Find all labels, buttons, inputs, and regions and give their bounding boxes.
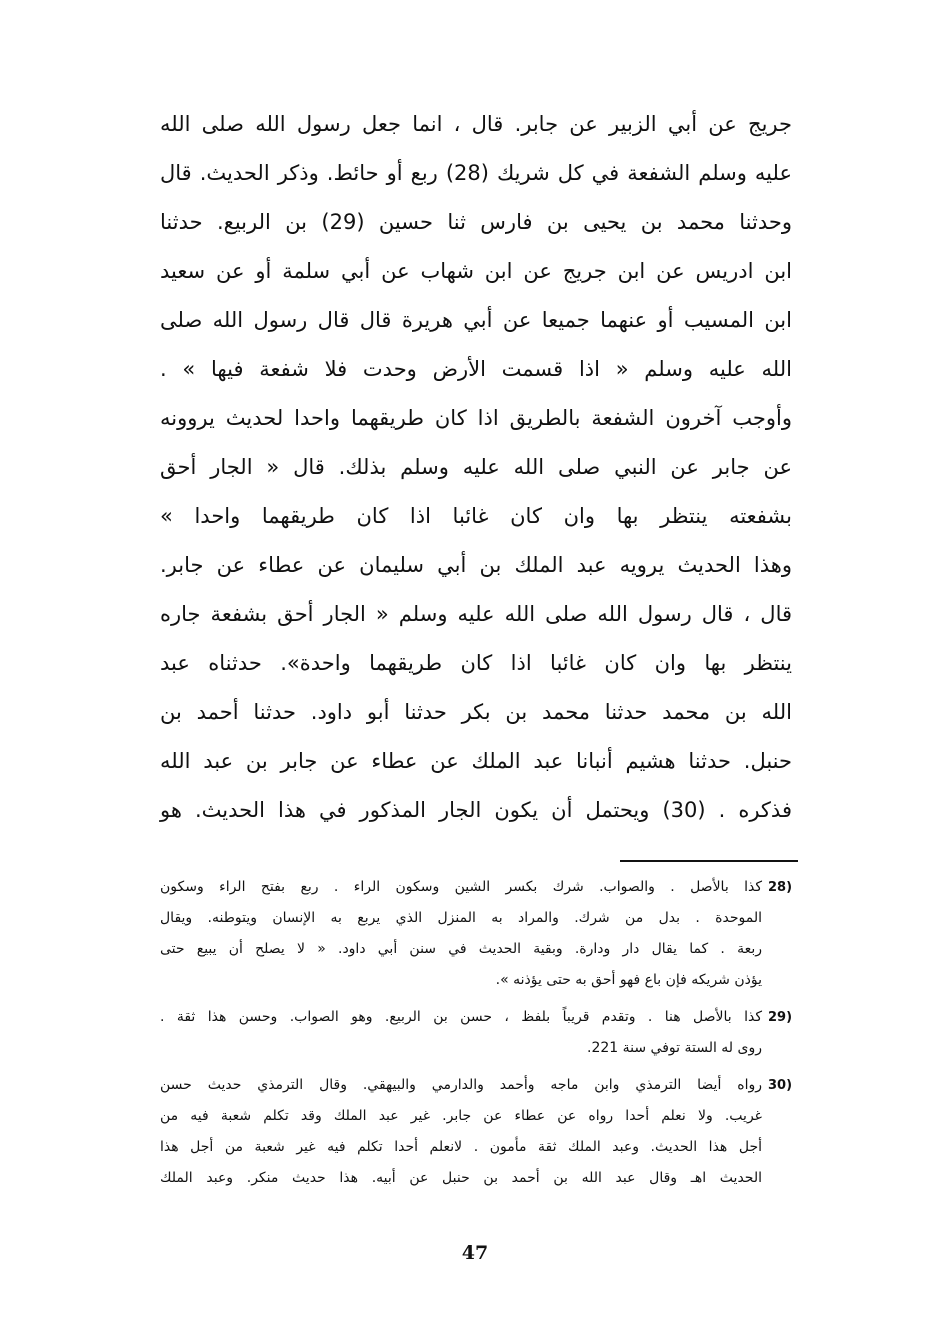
- text-line: حنبل. حدثنا هشيم أنبانا عبد الملك عن عطاء عن جابر بن عبد الله: [160, 749, 792, 773]
- page-number: 47: [461, 1242, 489, 1264]
- footnotes-block: [160, 872, 800, 1200]
- text-line: ابن ادريس عن ابن جريج عن ابن شهاب عن أبي سلمة أو عن سعيد: [160, 259, 792, 283]
- text-line: الله بن محمد حدثنا محمد بن بكر حدثنا أبو داود. حدثنا أحمد بن: [160, 700, 792, 724]
- footnote-line: غريب. ولا نعلم أحدا رواه عن عطاء عن جابر. غير عبد الملك وقد تكلم شعبة فيه من: [160, 1108, 762, 1124]
- footnote-line: كذا بالأصل . والصواب. شرك بكسر الشين وسكون الراء . ربع بفتح الراء وسكون: [160, 879, 762, 895]
- footnote-28: [160, 872, 800, 996]
- footnote-29: [160, 1002, 800, 1064]
- footnote-line: الحديث اهـ وقال عبد الله بن أحمد بن حنبل عن أبيه. هذا حديث منكر. وعبد الملك: [160, 1170, 762, 1186]
- footnote-number: 30): [768, 1078, 793, 1093]
- footnote-number: 29): [768, 1010, 793, 1025]
- footnote-line: الموحدة . بدل من شرك. والمراد به المنزل الذي يربع به الإنسان ويتوطنه. ويقال: [160, 910, 762, 926]
- text-line: عليه وسلم الشفعة في كل شريك (28) ربع أو حائط. وذكر الحديث. قال: [160, 161, 792, 185]
- text-line: قال ، قال رسول الله صلى الله عليه وسلم « الجار أحق بشفعة جاره: [160, 602, 792, 626]
- text-line: ينتظر بها وان كان غائبا اذا كان طريقهما واحدة». حدثناه عبد: [160, 651, 792, 675]
- main-text-block: [160, 100, 792, 835]
- footnote-number: 28): [768, 880, 793, 895]
- text-line: بشفعته ينتظر بها وان كان غائبا اذا كان طريقهما واحدا »: [160, 504, 792, 528]
- text-line: وحدثنا محمد بن يحيى بن فارس ثنا حسين (29) بن الربيع. حدثنا: [160, 210, 792, 234]
- text-line: وأوجب آخرون الشفعة بالطريق اذا كان طريقهما واحدا لحديث يروونه: [160, 406, 792, 430]
- footnote-line: يؤذن شريكه فإن باع فهو أحق به حتى يؤذنه ».: [495, 972, 762, 988]
- text-line: ابن المسيب أو عنهما جميعا عن أبي هريرة قال قال رسول الله صلى: [160, 308, 792, 332]
- footnote-divider: [620, 860, 798, 862]
- text-line: فذكره . (30) ويحتمل أن يكون الجار المذكور في هذا الحديث. هو: [160, 798, 792, 822]
- footnote-line: ربعة . كما يقال دار ودارة. وبقية الحديث في سنن أبي داود. « لا يصلح أن يبيع حتى: [160, 941, 762, 957]
- text-line: جريج عن أبي الزبير عن جابر. قال ، انما جعل رسول الله صلى الله: [160, 112, 792, 136]
- footnote-line: روى له الستة توفي سنة 221.: [586, 1040, 762, 1056]
- footnote-30: [160, 1070, 800, 1194]
- text-line: وهذا الحديث يرويه عبد الملك بن أبي سليمان عن عطاء عن جابر.: [160, 553, 792, 577]
- text-line: الله عليه وسلم « اذا قسمت الأرض وحدت فلا شفعة فيها » .: [160, 357, 792, 381]
- text-line: عن جابر عن النبي صلى الله عليه وسلم بذلك. قال « الجار أحق: [160, 455, 792, 479]
- footnote-line: كذا بالأصل هنا . وتقدم قريباً بلفظ ، حسن بن الربيع. وهو الصواب. وحسن هذا ثقة .: [160, 1009, 762, 1025]
- footnote-line: رواه أيضا الترمذي وابن ماجه وأحمد والدارمي والبيهقي. وقال الترمذي حديث حسن: [160, 1077, 762, 1093]
- footnote-line: أجل هذا الحديث. وعبد الملك ثقة مأمون . لانعلم أحدا تكلم فيه غير شعبة من أجل هذا: [160, 1139, 762, 1155]
